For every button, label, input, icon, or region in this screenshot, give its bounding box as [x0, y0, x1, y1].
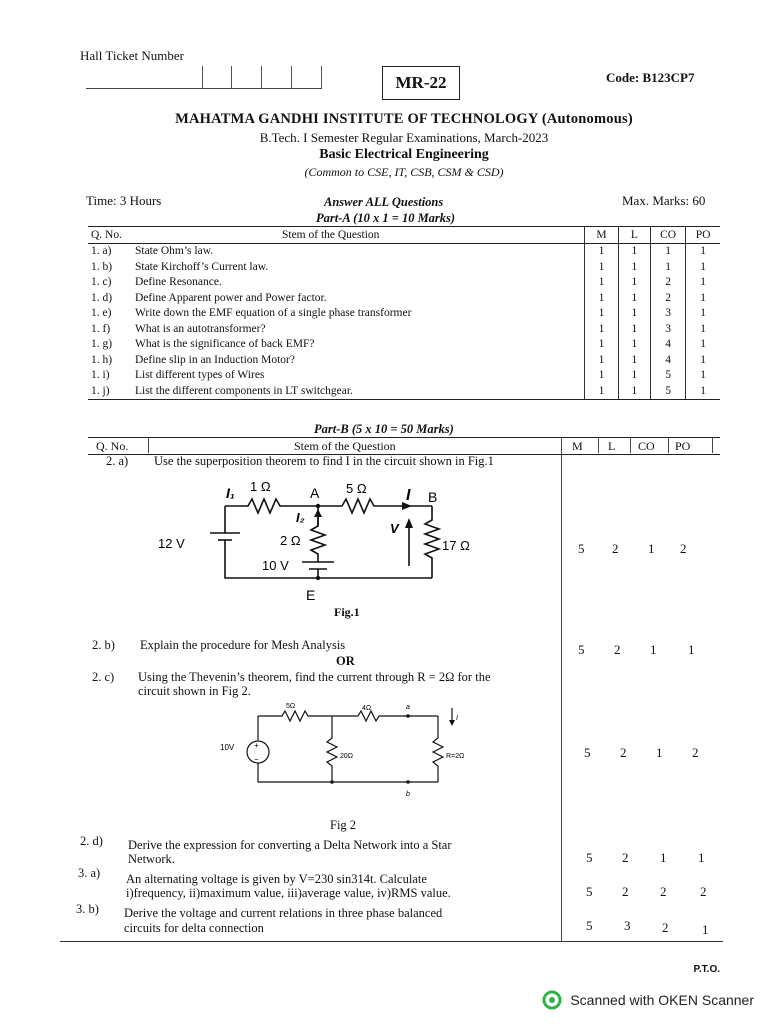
course-outcome: 1 — [648, 541, 655, 556]
regulation-box: MR-22 — [382, 66, 460, 100]
col-stem: Stem of the Question — [294, 439, 396, 453]
table-row — [88, 259, 720, 275]
current-i1-label: I₁ — [226, 485, 235, 501]
program-outcome: 1 — [686, 383, 720, 399]
col-po: PO — [686, 227, 720, 244]
program-outcome: 1 — [686, 337, 720, 353]
node-b-label: B — [428, 489, 438, 505]
col-qno: Q. No. — [88, 227, 132, 244]
marks: 1 — [585, 337, 618, 353]
program-outcome: 1 — [686, 306, 720, 322]
marks: 1 — [585, 321, 618, 337]
program-outcome: 1 — [686, 290, 720, 306]
table-row — [88, 337, 720, 353]
table-row — [88, 275, 720, 291]
part-a-table — [88, 226, 720, 400]
scanner-watermark — [542, 990, 754, 1010]
course-outcome: 1 — [660, 850, 667, 865]
question-stem-line2: circuits for delta connection — [124, 921, 264, 935]
question-stem: An alternating voltage is given by V=230 sin314t. Calculate — [126, 872, 427, 886]
question-number: 1. d) — [91, 291, 113, 304]
level: 1 — [618, 383, 650, 399]
hall-ticket-boxes — [86, 66, 322, 89]
question-stem: Define Apparent power and Power factor. — [134, 291, 327, 304]
minus-sign: − — [254, 755, 259, 764]
resistor-5ohm-label: 5Ω — [286, 703, 296, 710]
marks: 1 — [585, 290, 618, 306]
course-outcome: 5 — [650, 383, 685, 399]
instruction: Answer ALL Questions — [324, 195, 444, 209]
page-turn-over: P.T.O. — [693, 964, 720, 975]
table-row — [88, 383, 720, 399]
col-l: L — [618, 227, 650, 244]
course-outcome: 5 — [650, 368, 685, 384]
question-number: 1. e) — [91, 307, 112, 320]
col-qno: Q. No. — [96, 439, 129, 453]
marks: 1 — [585, 275, 618, 291]
source-12v-label: 12 V — [158, 536, 185, 551]
question-stem: What is an autotransformer? — [134, 322, 266, 335]
level: 1 — [618, 321, 650, 337]
question-stem-line2: i)frequency, ii)maximum value, iii)average value, iv)RMS value. — [126, 886, 451, 900]
max-marks: Max. Marks: 60 — [622, 193, 706, 208]
question-number: 1. i) — [91, 369, 110, 382]
part-a-title: Part-A (10 x 1 = 10 Marks) — [316, 211, 456, 225]
marks: 1 — [585, 243, 618, 259]
level: 1 — [618, 368, 650, 384]
course-outcome: 1 — [656, 745, 663, 760]
level: 3 — [624, 918, 631, 933]
common-branches: (Common to CSE, IT, CSB, CSM & CSD) — [304, 165, 504, 179]
level: 2 — [614, 642, 621, 657]
level: 1 — [618, 337, 650, 353]
program-outcome: 1 — [686, 275, 720, 291]
program-outcome: 1 — [686, 243, 720, 259]
figure-1-caption: Fig.1 — [334, 605, 360, 619]
question-number: 2. a) — [106, 454, 129, 468]
question-number: 2. b) — [92, 638, 115, 652]
question-stem-line2: circuit shown in Fig 2. — [138, 684, 251, 698]
level: 2 — [612, 541, 619, 556]
circuit-figure-1 — [150, 478, 480, 608]
program-outcome: 1 — [686, 259, 720, 275]
program-outcome: 1 — [686, 321, 720, 337]
course-outcome: 2 — [662, 920, 669, 935]
col-co: CO — [638, 439, 655, 453]
table-row — [88, 321, 720, 337]
part-b-header — [88, 437, 720, 455]
question-number: 2. c) — [92, 670, 115, 684]
node-b-label: b — [406, 791, 410, 798]
hall-ticket-label: Hall Ticket Number — [80, 48, 184, 63]
node-a-label: a — [406, 704, 410, 711]
question-stem: Explain the procedure for Mesh Analysis — [140, 638, 346, 652]
question-stem: Define slip in an Induction Motor? — [134, 353, 295, 366]
question-number: 1. b) — [91, 260, 113, 273]
table-row — [88, 306, 720, 322]
question-stem: List different types of Wires — [134, 369, 265, 382]
marks: 5 — [578, 642, 585, 657]
question-number: 1. g) — [91, 338, 113, 351]
question-number: 1. a) — [91, 245, 112, 258]
resistor-4ohm-label: 4Ω — [362, 705, 372, 712]
part-b-title: Part-B (5 x 10 = 50 Marks) — [314, 422, 454, 436]
course-outcome: 1 — [650, 259, 685, 275]
question-stem: Use the superposition theorem to find I in the circuit shown in Fig.1 — [154, 454, 494, 468]
question-stem: Using the Thevenin’s theorem, find the current through R = 2Ω for the — [138, 670, 491, 684]
marks: 5 — [586, 918, 593, 933]
paper-code: Code: B123CP7 — [606, 70, 695, 85]
question-stem: Derive the expression for converting a Delta Network into a Star — [128, 838, 452, 852]
marks: 1 — [585, 383, 618, 399]
figure-2-caption: Fig 2 — [330, 818, 357, 832]
voltage-v-label: V — [390, 521, 399, 536]
question-stem: Write down the EMF equation of a single phase transformer — [134, 307, 412, 320]
source-10v-label: 10 V — [262, 558, 289, 573]
resistor-1ohm-label: 1 Ω — [250, 479, 271, 494]
level: 1 — [618, 243, 650, 259]
or-separator: OR — [336, 654, 355, 668]
question-number: 1. f) — [91, 322, 111, 335]
table-row — [88, 352, 720, 368]
col-m: M — [572, 439, 583, 453]
course-outcome: 4 — [650, 352, 685, 368]
level: 2 — [622, 884, 629, 899]
course-outcome: 2 — [650, 290, 685, 306]
table-bottom-rule — [60, 941, 723, 942]
resistor-2ohm-label: 2 Ω — [280, 533, 301, 548]
level: 2 — [622, 850, 629, 865]
col-po: PO — [675, 439, 691, 453]
question-stem: Derive the voltage and current relations in three phase balanced — [124, 906, 443, 920]
level: 1 — [618, 306, 650, 322]
marks: 1 — [585, 352, 618, 368]
marks: 1 — [585, 306, 618, 322]
current-i-label: I — [456, 715, 458, 722]
question-stem: List the different components in LT switchgear. — [132, 383, 585, 399]
circuit-figure-2 — [210, 700, 470, 810]
exam-title: B.Tech. I Semester Regular Examinations, March-2023 — [259, 130, 549, 145]
program-outcome: 2 — [692, 745, 699, 760]
table-row — [88, 368, 720, 384]
current-i-label: I — [406, 487, 411, 504]
question-number: 3. a) — [78, 866, 101, 880]
node-a-label: A — [310, 485, 320, 501]
question-number: 1. h) — [91, 353, 113, 366]
question-stem: State Kirchoff’s Current law. — [134, 260, 269, 273]
level: 1 — [618, 259, 650, 275]
program-outcome: 1 — [688, 642, 695, 657]
question-stem: State Ohm’s law. — [134, 245, 214, 258]
program-outcome: 1 — [702, 922, 709, 937]
marks: 5 — [578, 541, 585, 556]
course-outcome: 1 — [650, 642, 657, 657]
course-outcome: 1 — [650, 243, 685, 259]
question-number: 3. b) — [76, 902, 99, 916]
node-e-label: E — [306, 587, 316, 603]
source-10v-label: 10V — [220, 743, 235, 752]
scanner-text: Scanned with OKEN Scanner — [570, 992, 754, 1008]
question-stem: What is the significance of back EMF? — [134, 338, 315, 351]
col-stem: Stem of the Question — [132, 227, 585, 244]
course-outcome: 3 — [650, 321, 685, 337]
marks: 1 — [585, 259, 618, 275]
institute-name: MAHATMA GANDHI INSTITUTE OF TECHNOLOGY (Autonomous) — [175, 111, 633, 127]
oken-scanner-logo-icon — [542, 990, 562, 1010]
resistor-20ohm-label: 20Ω — [340, 753, 354, 760]
course-outcome: 4 — [650, 337, 685, 353]
col-l: L — [608, 439, 616, 453]
question-stem-line2: Network. — [128, 852, 175, 866]
program-outcome: 2 — [680, 541, 687, 556]
level: 1 — [618, 352, 650, 368]
col-m: M — [585, 227, 618, 244]
course-outcome: 3 — [650, 306, 685, 322]
course-outcome: 2 — [660, 884, 667, 899]
resistor-17ohm-label: 17 Ω — [442, 538, 470, 553]
table-row — [88, 290, 720, 306]
resistor-5ohm-label: 5 Ω — [346, 481, 367, 496]
exam-time: Time: 3 Hours — [86, 193, 162, 208]
marks: 5 — [586, 884, 593, 899]
program-outcome: 2 — [700, 884, 707, 899]
question-stem: Define Resonance. — [134, 276, 222, 289]
marks: 1 — [585, 368, 618, 384]
current-i2-label: I₂ — [296, 510, 305, 525]
level: 1 — [618, 275, 650, 291]
question-number: 1. c) — [91, 276, 112, 289]
question-number: 1. j) — [88, 383, 132, 399]
marks: 5 — [586, 850, 593, 865]
course-outcome: 2 — [650, 275, 685, 291]
program-outcome: 1 — [698, 850, 705, 865]
subject-title: Basic Electrical Engineering — [319, 147, 489, 162]
program-outcome: 1 — [686, 368, 720, 384]
resistor-r-label: R=2Ω — [446, 753, 465, 760]
table-row — [88, 243, 720, 259]
program-outcome: 1 — [686, 352, 720, 368]
question-number: 2. d) — [80, 834, 103, 848]
level: 2 — [620, 745, 627, 760]
plus-sign: + — [254, 741, 259, 750]
col-co: CO — [650, 227, 685, 244]
level: 1 — [618, 290, 650, 306]
marks: 5 — [584, 745, 591, 760]
